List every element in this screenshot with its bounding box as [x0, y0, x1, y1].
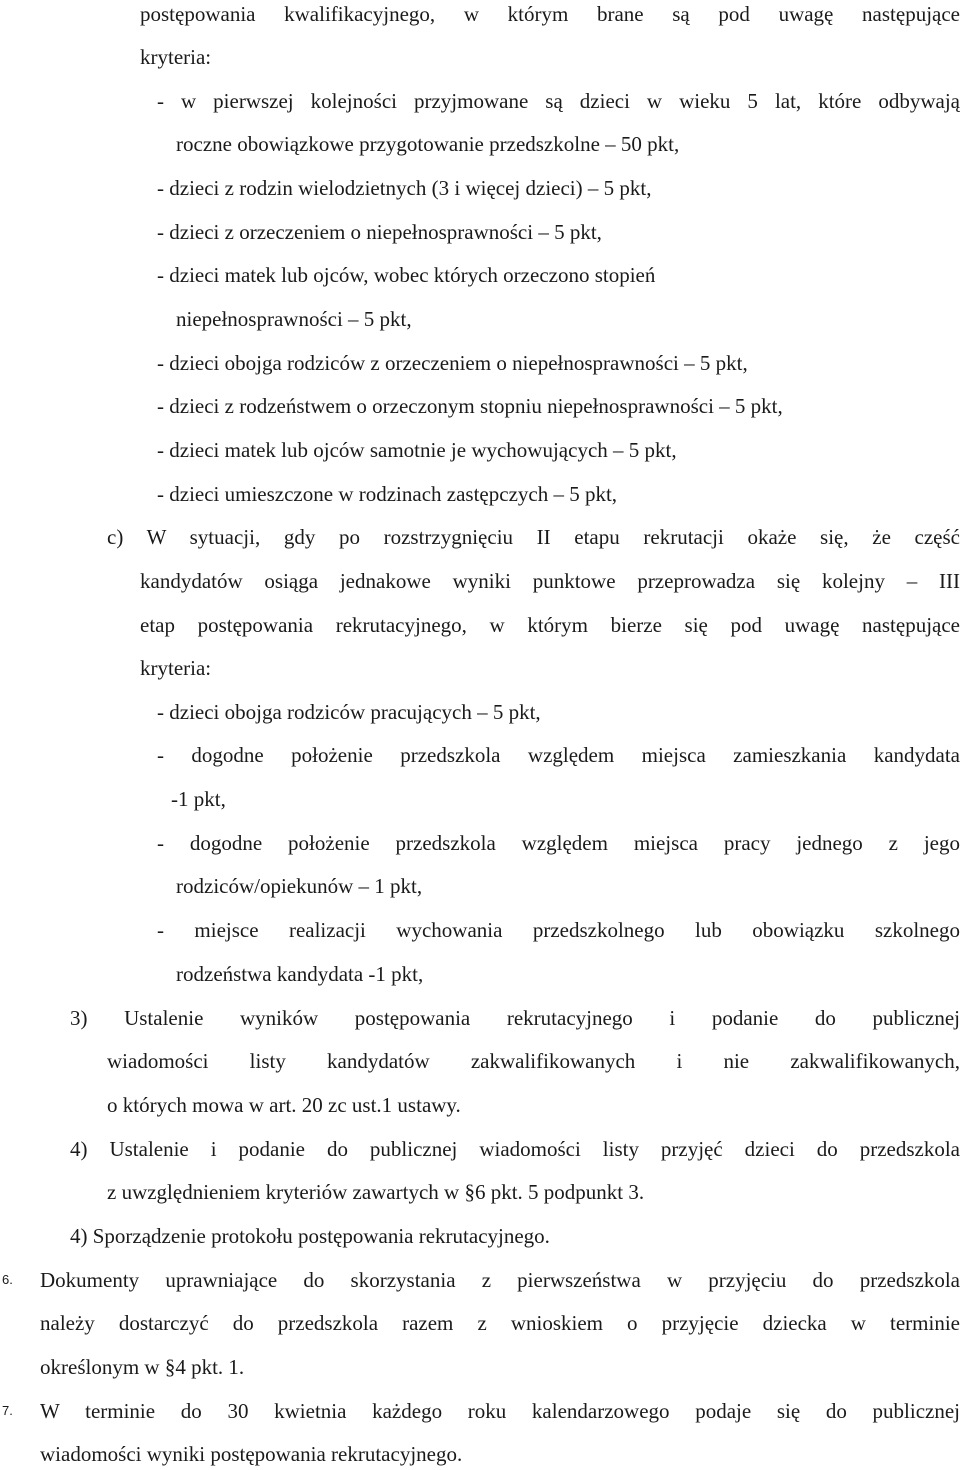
- criteria-item: -1 pkt,: [171, 787, 226, 811]
- criteria-item: - dzieci matek lub ojców, wobec których orzeczono stopień: [157, 263, 656, 287]
- section-number: 7.: [2, 1403, 13, 1418]
- paragraph-line: z uwzględnieniem kryteriów zawartych w §6 pkt. 5 podpunkt 3.: [107, 1180, 645, 1204]
- paragraph-line: kandydatów osiąga jednakowe wyniki punktowe przeprowadza się kolejny – III: [140, 569, 960, 593]
- criteria-item: roczne obowiązkowe przygotowanie przedszkolne – 50 pkt,: [176, 132, 680, 156]
- paragraph-line: wiadomości wyniki postępowania rekrutacyjnego.: [40, 1442, 463, 1466]
- criteria-item: - dzieci z orzeczeniem o niepełnosprawności – 5 pkt,: [157, 220, 602, 244]
- paragraph-line: kryteria:: [140, 45, 212, 69]
- paragraph-line: etap postępowania rekrutacyjnego, w którym bierze się pod uwagę następujące: [140, 613, 960, 637]
- criteria-item: - w pierwszej kolejności przyjmowane są dzieci w wieku 5 lat, które odbywają: [157, 89, 960, 113]
- section-number: 6.: [2, 1272, 13, 1287]
- criteria-item: - dogodne położenie przedszkola względem miejsca pracy jednego z jego: [157, 831, 960, 855]
- criteria-item: rodziców/opiekunów – 1 pkt,: [176, 874, 423, 898]
- criteria-item: - dzieci umieszczone w rodzinach zastępczych – 5 pkt,: [157, 482, 618, 506]
- criteria-item: - dogodne położenie przedszkola względem miejsca zamieszkania kandydata: [157, 743, 960, 767]
- criteria-item: - dzieci z rodzin wielodzietnych (3 i więcej dzieci) – 5 pkt,: [157, 176, 652, 200]
- paragraph-line: 3) Ustalenie wyników postępowania rekrutacyjnego i podanie do publicznej: [70, 1006, 960, 1030]
- paragraph-line: należy dostarczyć do przedszkola razem z wnioskiem o przyjęcie dziecka w terminie: [40, 1311, 960, 1335]
- paragraph-line: wiadomości listy kandydatów zakwalifikowanych i nie zakwalifikowanych,: [107, 1049, 960, 1073]
- paragraph-line: Dokumenty uprawniające do skorzystania z pierwszeństwa w przyjęciu do przedszkola: [40, 1268, 960, 1292]
- criteria-item: - dzieci z rodzeństwem o orzeczonym stopniu niepełnosprawności – 5 pkt,: [157, 394, 783, 418]
- paragraph-line: W terminie do 30 kwietnia każdego roku kalendarzowego podaje się do publicznej: [40, 1399, 960, 1423]
- paragraph-line: 4) Ustalenie i podanie do publicznej wiadomości listy przyjęć dzieci do przedszkola: [70, 1137, 960, 1161]
- paragraph-line: określonym w §4 pkt. 1.: [40, 1355, 245, 1379]
- criteria-item: - dzieci obojga rodziców z orzeczeniem o niepełnosprawności – 5 pkt,: [157, 351, 748, 375]
- criteria-item: rodzeństwa kandydata -1 pkt,: [176, 962, 424, 986]
- paragraph-line: kryteria:: [140, 656, 212, 680]
- criteria-item: niepełnosprawności – 5 pkt,: [176, 307, 412, 331]
- paragraph-line: postępowania kwalifikacyjnego, w którym brane są pod uwagę następujące: [140, 2, 960, 26]
- paragraph-line: 4) Sporządzenie protokołu postępowania rekrutacyjnego.: [70, 1224, 550, 1248]
- paragraph-line: c) W sytuacji, gdy po rozstrzygnięciu II etapu rekrutacji okaże się, że część: [107, 525, 960, 549]
- criteria-item: - dzieci matek lub ojców samotnie je wychowujących – 5 pkt,: [157, 438, 677, 462]
- criteria-item: - miejsce realizacji wychowania przedszkolnego lub obowiązku szkolnego: [157, 918, 960, 942]
- criteria-item: - dzieci obojga rodziców pracujących – 5 pkt,: [157, 700, 541, 724]
- paragraph-line: o których mowa w art. 20 zc ust.1 ustawy.: [107, 1093, 461, 1117]
